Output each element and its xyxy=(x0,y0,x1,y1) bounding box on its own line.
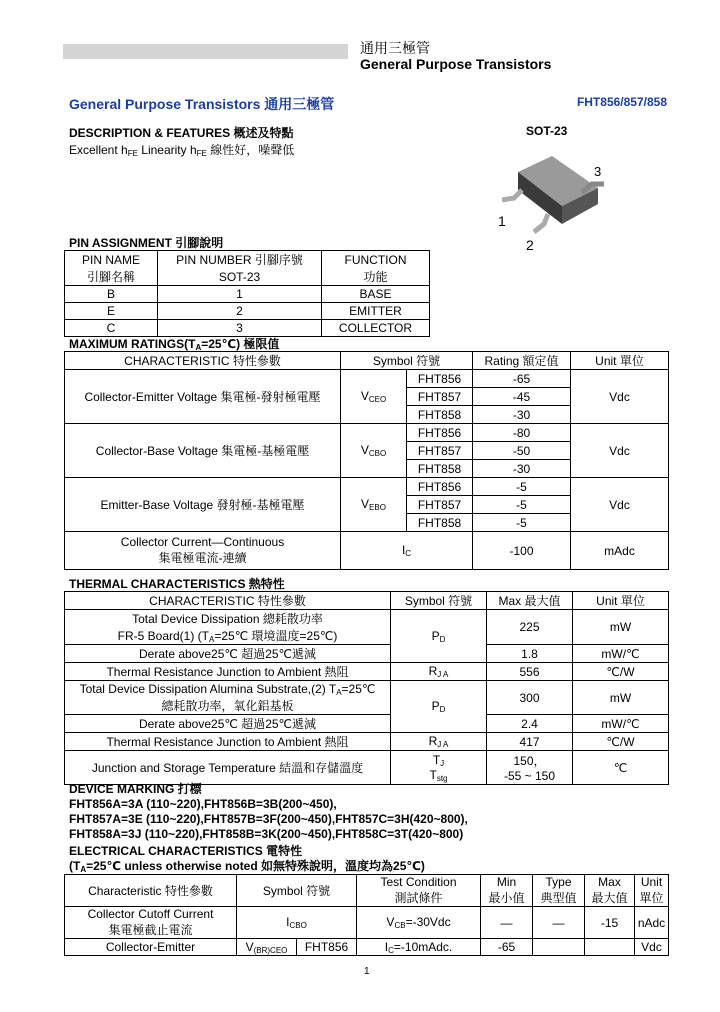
th-header-unit: Unit 單位 xyxy=(573,592,669,610)
pin-header-name-cn: 引腳名稱 xyxy=(65,268,158,286)
marking-line: FHT857A=3E (110~220),FHT857B=3F(200~450),FHT857C=3H(420~800), xyxy=(69,812,468,826)
electrical-table: Characteristic 特性參數 Symbol 符號 Test Condition 測試條件 Min 最小值 Type 典型值 Max 最大值 Unit 單位 Collector Cutoff Current 集電極截止電流 $I_{CBO}$ $V_{CB}=-30Vdc$ — — -15 nAdc Collector-Emitter $V_{(BR)CEO}$ FHT856 $I_C=-10mAdc$. -65 Vdc xyxy=(64,874,669,956)
table-row: FHT858 -5 xyxy=(65,514,669,532)
lead-1 xyxy=(502,190,522,200)
mr-header-unit: Unit 單位 xyxy=(571,352,669,370)
pin-header-number-cn: SOT-23 xyxy=(158,268,322,286)
el-header-symbol: Symbol 符號 xyxy=(237,875,357,907)
table-row: Thermal Resistance Junction to Ambient 熱阻 $R_{J A}$ 417 ℃/W xyxy=(65,733,669,751)
max-ratings-table xyxy=(64,351,669,570)
table-row: Collector-Emitter Voltage 集電極-發射極電壓 $V_{CEO}$ FHT856 -65 Vdc xyxy=(65,370,669,388)
table-row: B 1 BASE xyxy=(65,286,430,303)
pin-3-label: 3 xyxy=(594,164,602,179)
description-line: Excellent $h_{FE}$ Linearity $h_{FE}$ 線性好，噪聲低 xyxy=(69,143,295,158)
table-row: Total Device Dissipation Alumina Substrate,(2) $T_A=25℃$ 總耗散功率，氧化鋁基板 $P_D$ 300 mW xyxy=(65,681,669,715)
table-row: Collector Current—Continuous 集電極電流-連續 $I_C$ -100 mAdc xyxy=(65,532,669,570)
pin-header-function: FUNCTION xyxy=(322,251,430,269)
table-row: FHT857 -45 xyxy=(65,388,669,406)
table-row: E 2 EMITTER xyxy=(65,303,430,320)
el-header-char: Characteristic 特性參數 xyxy=(65,875,237,907)
pin-header-name: PIN NAME xyxy=(65,251,158,269)
table-row: FHT858 -30 xyxy=(65,406,669,424)
package-label: SOT-23 xyxy=(526,124,568,138)
header-title-cn: 通用三極管 xyxy=(360,40,430,56)
table-row: Junction and Storage Temperature 結溫和存儲溫度 $T_J$ $T_{stg}$ 150， -55 ~ 150 ℃ xyxy=(65,751,669,785)
marking-line: FHT856A=3A (110~220),FHT856B=3B(200~450), xyxy=(69,797,337,811)
table-row: Total Device Dissipation 總耗散功率 FR-5 Board(1) ($T_A=25℃$ 環境溫度=25℃) $P_D$ 225 mW xyxy=(65,610,669,645)
electrical-condition: ($T_A=25℃$ unless otherwise noted 如無特殊說明，溫度均為25℃) xyxy=(69,859,425,874)
pin-assignment-heading: PIN ASSIGNMENT 引腳說明 xyxy=(69,236,224,250)
thermal-table xyxy=(64,591,669,785)
max-ratings-heading: MAXIMUM $RATINGS(T_A=25℃)$ 極限值 xyxy=(69,337,280,352)
table-row: FHT857 -50 xyxy=(65,442,669,460)
page-number: 1 xyxy=(364,966,370,977)
mr-header-char: CHARACTERISTIC 特性參數 xyxy=(65,352,341,370)
document-title: General Purpose Transistors 通用三極管 xyxy=(69,96,335,112)
pin-1-label: 1 xyxy=(498,213,506,229)
table-row: FHT858 -30 xyxy=(65,460,669,478)
table-row: Collector-Emitter $V_{(BR)CEO}$ FHT856 $I_C=-10mAdc$. -65 Vdc xyxy=(65,939,669,956)
pin-assignment-table xyxy=(64,250,430,337)
table-row: Thermal Resistance Junction to Ambient 熱阻 $R_{J A}$ 556 ℃/W xyxy=(65,663,669,681)
part-numbers: FHT856/857/858 xyxy=(576,95,667,109)
mr-header-rating: Rating 額定值 xyxy=(473,352,571,370)
pin-header-function-cn: 功能 xyxy=(322,268,430,286)
thermal-heading: THERMAL CHARACTERISTICS 熱特性 xyxy=(69,577,285,591)
table-row: FHT857 -5 xyxy=(65,496,669,514)
th-header-char: CHARACTERISTIC 特性參數 xyxy=(65,592,391,610)
table-row: Derate above25℃ 超過25℃遞減 2.4 mW/℃ xyxy=(65,715,669,733)
sot23-package-drawing xyxy=(490,140,620,260)
table-row: Emitter-Base Voltage 發射極-基極電壓 $V_{EBO}$ FHT856 -5 Vdc xyxy=(65,478,669,496)
header-bar xyxy=(63,44,348,59)
marking-heading: DEVICE MARKING 打標 xyxy=(69,782,202,796)
table-row: Derate above25℃ 超過25℃遞減 1.8 mW/℃ xyxy=(65,645,669,663)
description-heading: DESCRIPTION & FEATURES 概述及特點 xyxy=(69,126,294,140)
pin-header-number: PIN NUMBER 引腳序號 xyxy=(158,251,322,269)
table-row: C 3 COLLECTOR xyxy=(65,320,430,337)
header-title-en: General Purpose Transistors xyxy=(360,56,552,72)
marking-line: FHT858A=3J (110~220),FHT858B=3K(200~450),FHT858C=3T(420~800) xyxy=(69,827,464,841)
table-row: Collector Cutoff Current 集電極截止電流 $I_{CBO}$ $V_{CB}=-30Vdc$ — — -15 nAdc xyxy=(65,907,669,939)
electrical-heading: ELECTRICAL CHARACTERISTICS 電特性 xyxy=(69,844,303,858)
mr-header-symbol: Symbol 符號 xyxy=(341,352,473,370)
lead-2 xyxy=(534,214,548,232)
table-row: Collector-Base Voltage 集電極-基極電壓 $V_{CBO}$ FHT856 -80 Vdc xyxy=(65,424,669,442)
th-header-max: Max 最大值 xyxy=(487,592,573,610)
th-header-symbol: Symbol 符號 xyxy=(391,592,487,610)
pin-2-label: 2 xyxy=(526,237,534,253)
